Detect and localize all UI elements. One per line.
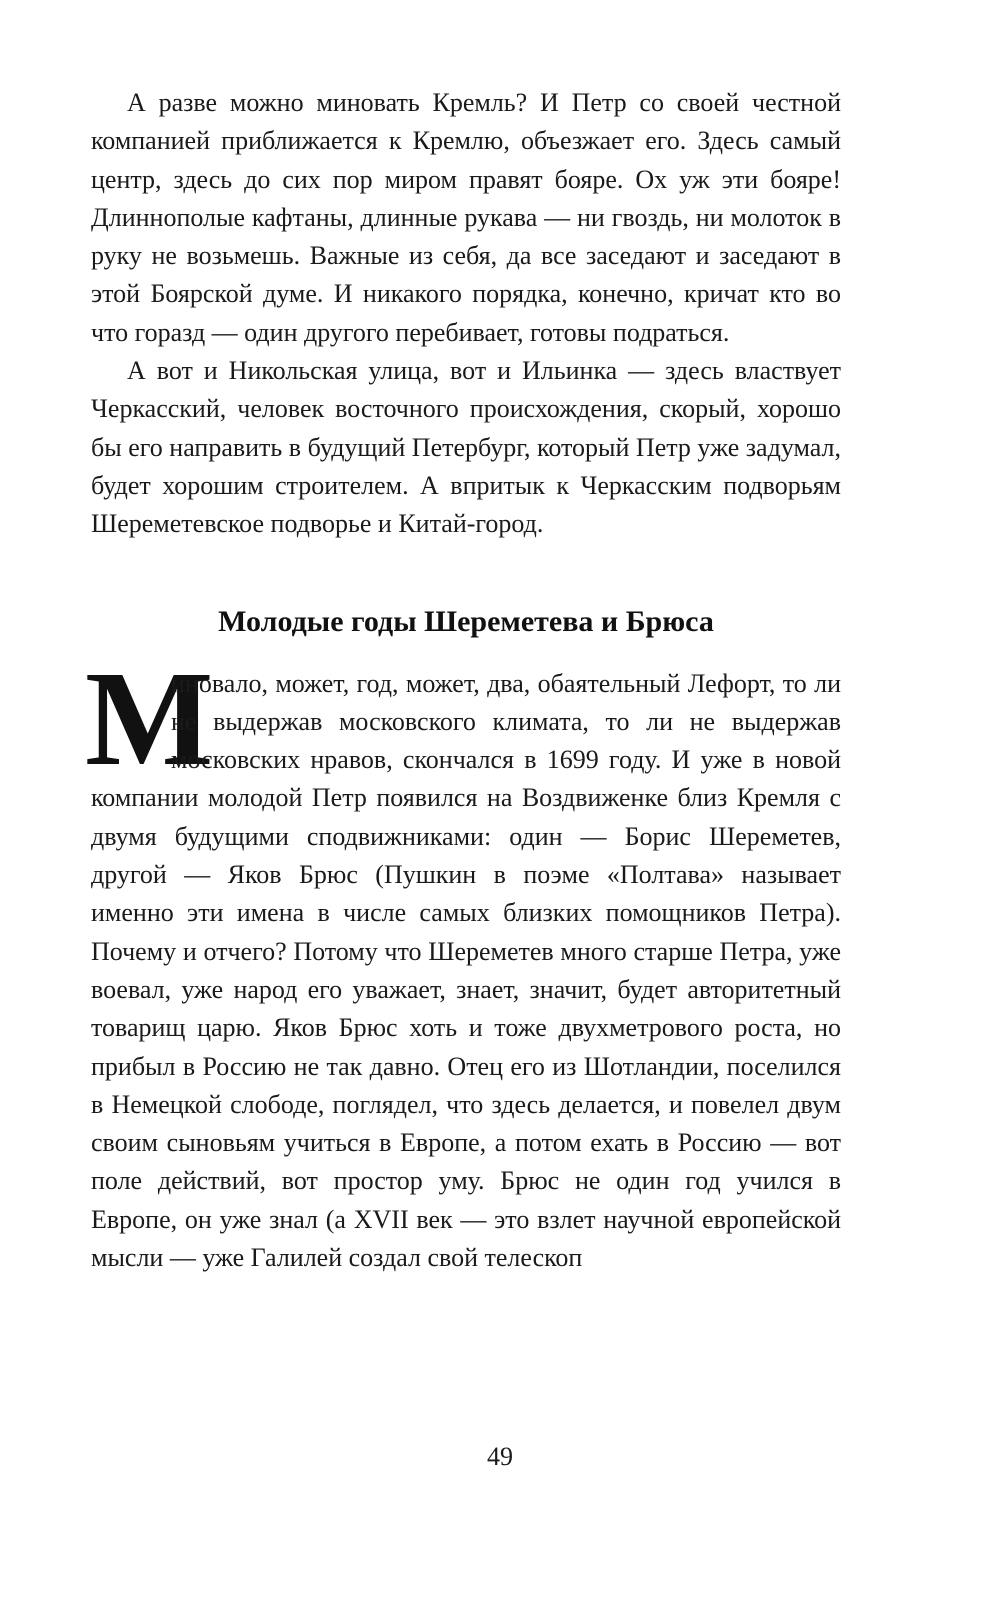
section-paragraph-text: иновало, может, год, может, два, обаятельный Лефорт, то ли не выдержав московского климата, то ли не выдержав московских нравов, скончался в 1699 году. И уже в новой компании молодой Петр появился на Воздвиженке близ Кремля с двумя будущими сподвижниками: один — Борис Шереметев, другой — Яков Брюс (Пушкин в поэме «Полтава» называет именно эти имена в числе самых близких помощников Петра). Почему и отчего? Потому что Шереметев много старше Петра, уже воевал, уже народ его уважает, знает, значит, будет авторитетный товарищ царю. Яков Брюс хоть и тоже двухметрового роста, но прибыл в Россию не так давно. Отец его из Шотландии, поселился в Немецкой слободе, поглядел, что здесь делается, и повелел двум своим сыновьям учиться в Европе, а потом ехать в Россию — вот поле действий, вот простор уму. Брюс не один год учился в Европе, он уже знал (а XVII век — это взлет научной европейской мысли — уже Галилей создал свой телескоп [91,668,841,1273]
drop-cap-letter: М [85,643,214,794]
page-body [85,84,841,1277]
paragraph-nikolskaya: А вот и Никольская улица, вот и Ильинка — здесь властвует Черкасский, человек восточного происхождения, скорый, хорошо бы его направить в будущий Петербург, который Петр уже задумал, будет хорошим строителем. А впритык к Черкасским подворьям Шереметевское подворье и Китай-город. [91,356,841,539]
paragraph-kremlin: А разве можно миновать Кремль? И Петр со своей честной компанией приближается к Кремлю, объезжает его. Здесь самый центр, здесь до сих пор миром правят бояре. Ох уж эти бояре! Длиннополые кафтаны, длинные рукава — ни гвоздь, ни молоток в руку не возьмешь. Важные из себя, да все заседают и заседают в этой Боярской думе. И никакого порядка, конечно, кричат кто во что горазд — один другого перебивает, готовы подраться. [91,88,841,347]
section-heading: Молодые годы Шереметева и Брюса [218,604,714,638]
section-paragraph [85,643,841,1278]
page-number: 49 [487,1442,513,1471]
